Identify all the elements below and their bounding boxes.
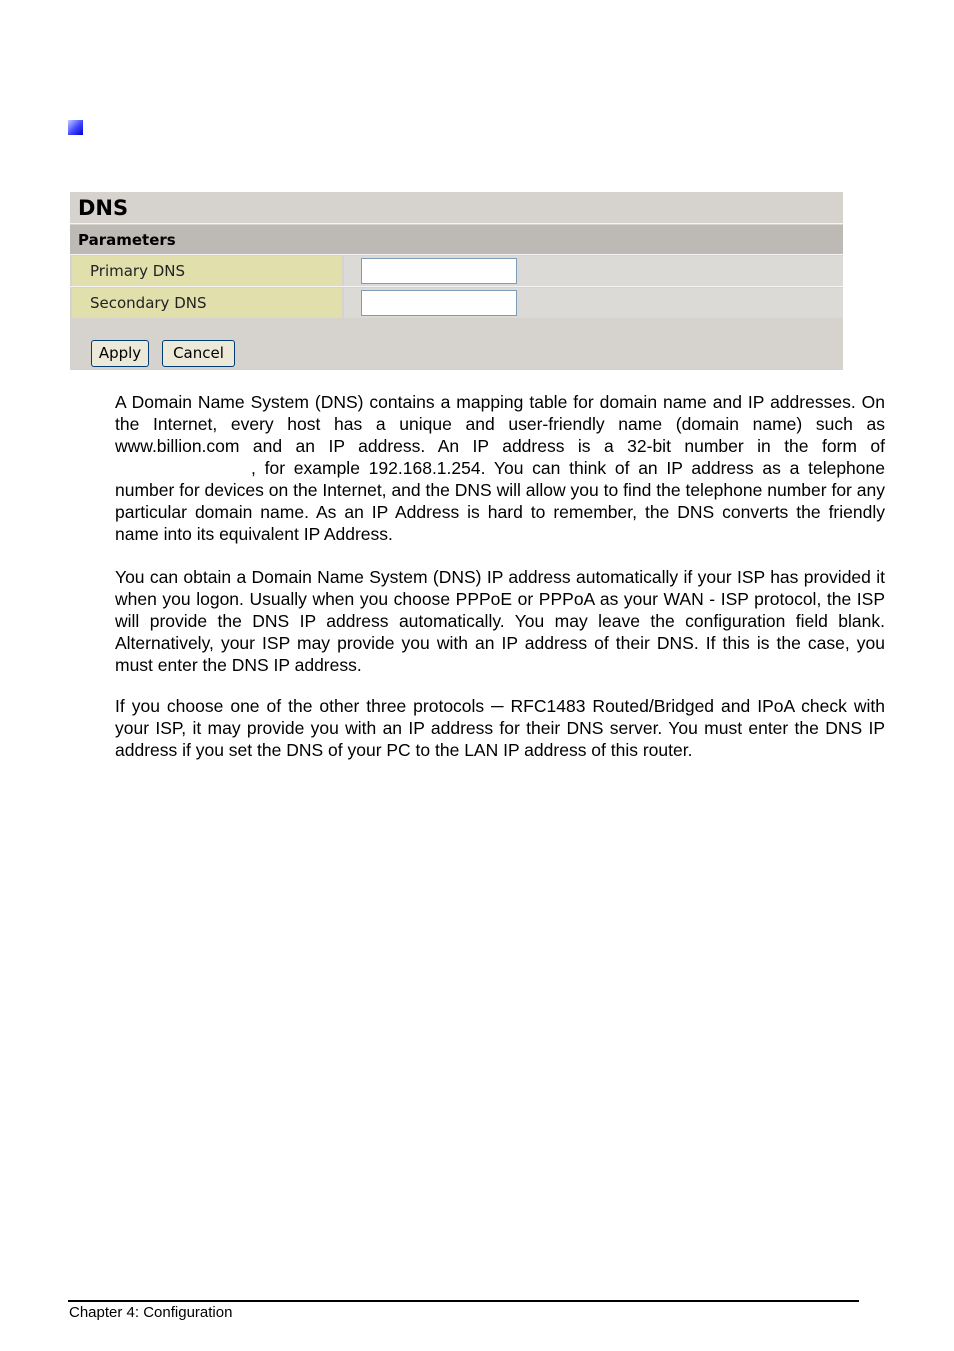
dns-automatic-paragraph: You can obtain a Domain Name System (DNS) IP address automatically if your ISP has provided it when you logon. Usually when you choose PPPoE or PPPoA as your WAN - ISP protocol, the ISP will provide the DNS IP address automatically. You may leave the configuration field blank. Alternatively, your ISP may provide you with an IP address of their DNS. If this is the case, you must enter the DNS IP address. <box>115 567 885 675</box>
paragraph-text-part-1: A Domain Name System (DNS) contains a mapping table for domain name and IP addresses. On the Internet, every host has a unique and user-friendly name (domain name) such as www.billion.com and an IP address. An IP address is a 32-bit number in the form of <box>115 392 885 456</box>
footer-chapter: Chapter 4: Configuration <box>69 1304 233 1321</box>
panel-title: DNS <box>70 192 843 224</box>
parameters-header: Parameters <box>70 225 843 255</box>
secondary-dns-cell <box>344 288 843 318</box>
dns-description-paragraph <box>115 391 885 545</box>
footer-divider <box>68 1300 859 1302</box>
apply-button[interactable]: Apply <box>91 340 149 367</box>
primary-dns-input[interactable] <box>361 258 517 284</box>
cancel-button[interactable]: Cancel <box>162 340 235 367</box>
secondary-dns-label: Secondary DNS <box>72 288 342 318</box>
primary-dns-row <box>70 256 843 287</box>
dns-other-protocols-paragraph: If you choose one of the other three protocols ─ RFC1483 Routed/Bridged and IPoA check with your ISP, it may provide you with an IP address for their DNS server. You must enter the DNS IP address if you set the DNS of your PC to the LAN IP address of this router. <box>115 696 885 760</box>
dns-settings-panel <box>70 192 843 370</box>
secondary-dns-row <box>70 288 843 318</box>
secondary-dns-input[interactable] <box>361 290 517 316</box>
paragraph-text-part-2: , for example 192.168.1.254. You can think of an IP address as a telephone number for devices on the Internet, and the DNS will allow you to find the telephone number for any particular domain name. As an IP Address is hard to remember, the DNS converts the friendly name into its equivalent IP Address. <box>115 458 885 544</box>
primary-dns-cell <box>344 256 843 286</box>
section-bullet-icon <box>68 120 83 135</box>
primary-dns-label: Primary DNS <box>72 256 342 286</box>
